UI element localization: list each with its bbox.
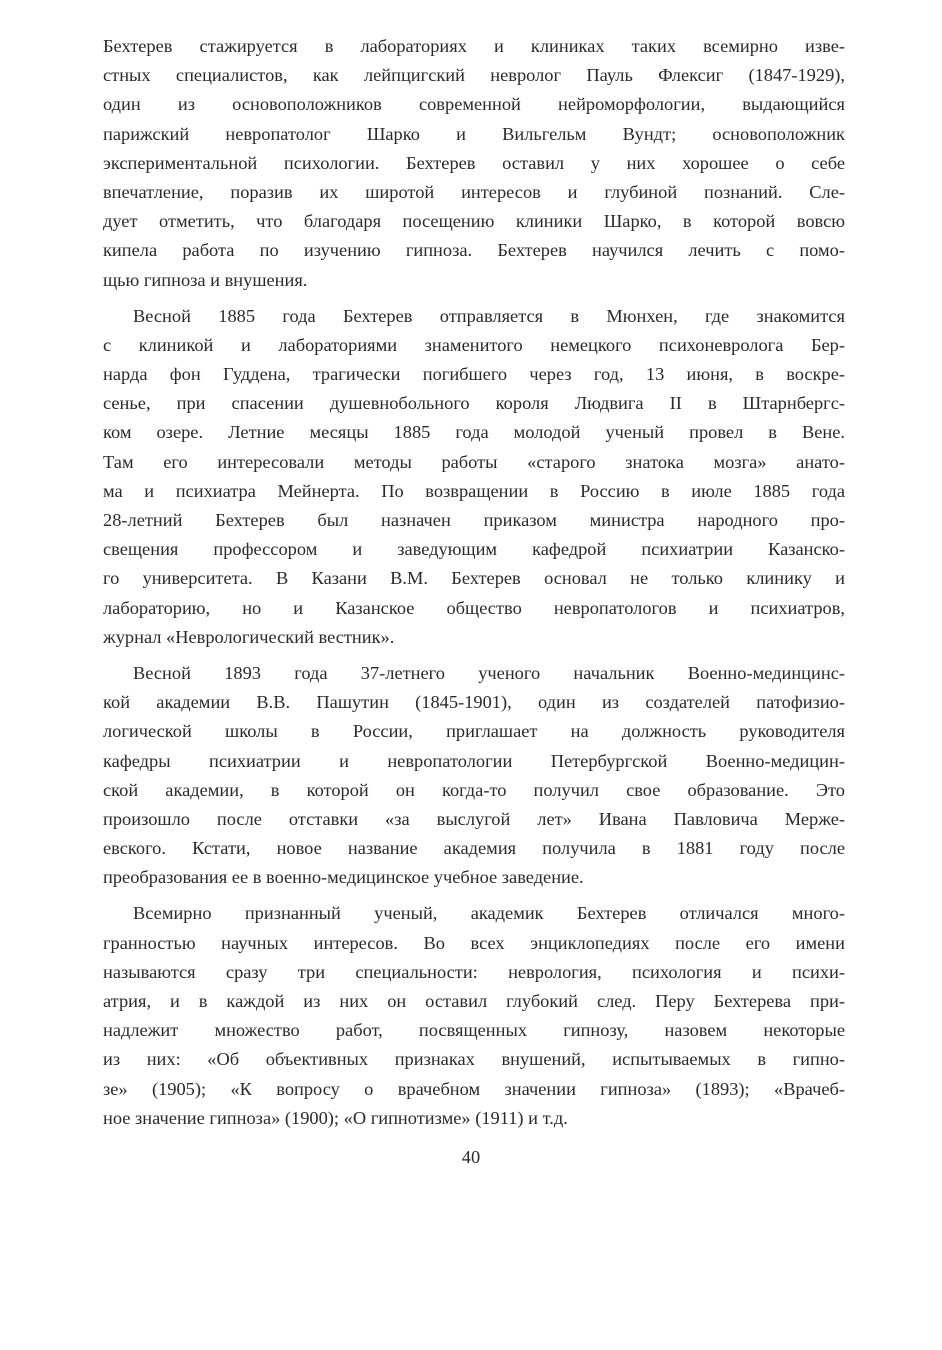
text-line: кой академии В.В. Пашутин (1845-1901), один из создателей патофизио- [103,692,845,713]
body-text [103,32,845,1140]
text-line: преобразования ее в военно-медицинское учебное заведение. [103,867,584,888]
paragraph [103,899,845,1133]
text-line: гранностью научных интересов. Во всех энциклопедиях после его имени [103,932,845,953]
text-line: кипела работа по изучению гипноза. Бехтерев научился лечить с помо- [103,240,845,261]
paragraph [103,32,845,295]
paragraph [103,302,845,652]
text-line: ком озере. Летние месяцы 1885 года молодой ученый провел в Вене. [103,422,845,443]
text-line: Там его интересовали методы работы «старого знатока мозга» анато- [103,451,845,472]
text-line: называются сразу три специальности: неврология, психология и психи- [103,961,845,982]
text-line: сенье, при спасении душевнобольного короля Людвига II в Штарнбергс- [103,393,845,414]
text-line: журнал «Неврологический вестник». [103,626,395,647]
text-line: ма и психиатра Мейнерта. По возвращении в Россию в июле 1885 года [103,480,845,501]
text-line: свещения профессором и заведующим кафедрой психиатрии Казанско- [103,539,845,560]
text-line: нарда фон Гуддена, трагически погибшего через год, 13 июня, в воскре- [103,364,845,385]
text-line: кафедры психиатрии и невропатологии Петербургской Военно-медицин- [103,750,845,771]
text-line: го университета. В Казани В.М. Бехтерев основал не только клинику и [103,568,845,589]
text-line: логической школы в России, приглашает на должность руководителя [103,721,845,742]
text-line: надлежит множество работ, посвященных гипнозу, назовем некоторые [103,1020,845,1041]
text-line: Весной 1893 года 37-летнего ученого начальник Военно-мединцинс- [133,662,845,683]
text-line: с клиникой и лабораториями знаменитого немецкого психоневролога Бер- [103,334,845,355]
text-line: Всемирно признанный ученый, академик Бехтерев отличался много- [133,903,845,924]
text-line: один из основоположников современной нейроморфологии, выдающийся [103,94,845,115]
text-line: экспериментальной психологии. Бехтерев оставил у них хорошее о себе [103,152,845,173]
paragraph [103,659,845,893]
text-line: парижский невропатолог Шарко и Вильгельм Вундт; основоположник [103,123,845,144]
text-line: Бехтерев стажируется в лабораториях и клиниках таких всемирно изве- [103,36,845,56]
text-line: лабораторию, но и Казанское общество невропатологов и психиатров, [103,597,845,618]
text-line: из них: «Об объективных признаках внушений, испытываемых в гипно- [103,1049,845,1070]
text-line: 28-летний Бехтерев был назначен приказом министра народного про- [103,510,845,530]
text-line: атрия, и в каждой из них он оставил глубокий след. Перу Бехтерева при- [103,991,845,1011]
text-line: Весной 1885 года Бехтерев отправляется в Мюнхен, где знакомится [133,305,845,326]
text-line: зе» (1905); «К вопросу о врачебном значении гипноза» (1893); «Врачеб- [103,1078,845,1099]
text-line: дует отметить, что благодаря посещению клиники Шарко, в которой вовсю [103,211,845,232]
text-line: впечатление, поразив их широтой интересов и глубиной познаний. Сле- [103,181,845,202]
text-line: евского. Кстати, новое название академия получила в 1881 году после [103,838,845,859]
text-line: ное значение гипноза» (1900); «О гипнотизме» (1911) и т.д. [103,1107,568,1128]
page-number: 40 [461,1147,481,1167]
text-line: произошло после отставки «за выслугой лет» Ивана Павловича Мерже- [103,808,845,829]
text-line: щью гипноза и внушения. [103,269,308,290]
text-line: стных специалистов, как лейпцигский невролог Пауль Флексиг (1847-1929), [103,65,845,86]
text-line: ской академии, в которой он когда-то получил свое образование. Это [103,779,845,800]
